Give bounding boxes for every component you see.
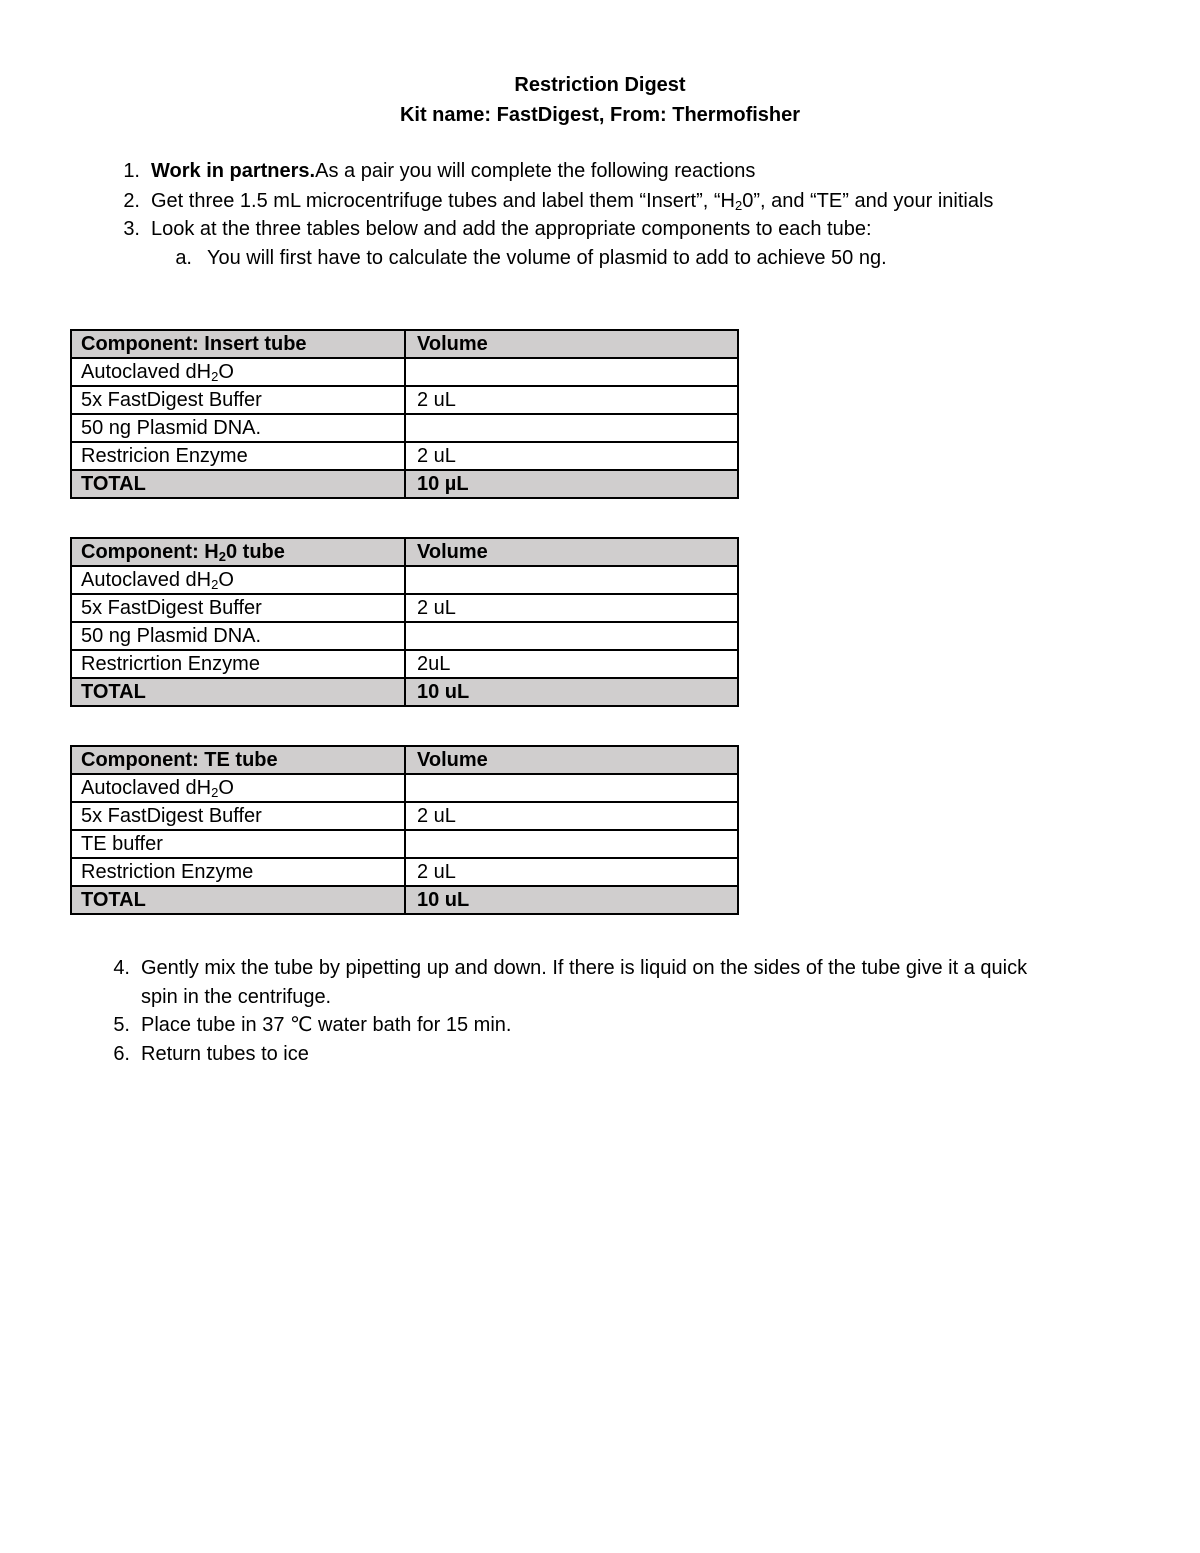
volume-cell	[405, 566, 738, 594]
step-text: Look at the three tables below and add the appropriate components to each tube:	[151, 218, 872, 240]
table-row	[71, 774, 738, 802]
table-row	[71, 650, 738, 678]
step-text: Return tubes to ice	[141, 1043, 309, 1065]
volume-cell: 2uL	[405, 650, 738, 678]
volume-cell: 2 uL	[405, 858, 738, 886]
step-text: Work in partners.As a pair you will complete the following reactions	[151, 160, 756, 182]
table-total-row	[71, 678, 738, 706]
volume-cell	[405, 622, 738, 650]
component-header: Component: TE tube	[71, 746, 405, 774]
te-tube-table	[70, 745, 739, 915]
component-cell: Autoclaved $dH_2O$	[71, 358, 405, 386]
step-number: 2.	[123, 190, 140, 212]
volume-header: Volume	[405, 330, 738, 358]
component-cell: 50 ng Plasmid DNA.	[71, 414, 405, 442]
step-number: 6.	[113, 1043, 130, 1065]
table-total-row	[71, 886, 738, 914]
component-cell: TE buffer	[71, 830, 405, 858]
table-row	[71, 442, 738, 470]
table-header-row	[71, 746, 738, 774]
volume-cell	[405, 830, 738, 858]
table-header-row	[71, 330, 738, 358]
volume-cell: 2 uL	[405, 802, 738, 830]
volume-header: Volume	[405, 538, 738, 566]
total-volume: 10 uL	[405, 678, 738, 706]
step-letter: a.	[175, 247, 192, 269]
step-text: spin in the centrifuge.	[141, 986, 332, 1008]
component-cell: 5x FastDigest Buffer	[71, 386, 405, 414]
volume-cell	[405, 358, 738, 386]
document-subtitle: Kit name: FastDigest, From: Thermofisher	[399, 104, 801, 126]
step-number: 5.	[113, 1014, 130, 1036]
volume-cell: 2 uL	[405, 594, 738, 622]
component-cell: 5x FastDigest Buffer	[71, 594, 405, 622]
component-cell: Autoclaved $dH_2O$	[71, 774, 405, 802]
h2o-tube-table	[70, 537, 739, 707]
table-row	[71, 358, 738, 386]
table-row	[71, 858, 738, 886]
table-row	[71, 802, 738, 830]
total-volume: 10 uL	[405, 886, 738, 914]
step-bold: Work in partners.	[151, 160, 316, 182]
component-cell: Restricion Enzyme	[71, 442, 405, 470]
table-row	[71, 414, 738, 442]
component-cell: 50 ng Plasmid DNA.	[71, 622, 405, 650]
step-number: 3.	[123, 218, 140, 240]
volume-header: Volume	[405, 746, 738, 774]
insert-tube-table	[70, 329, 739, 499]
total-label: TOTAL	[71, 678, 405, 706]
table-header-row	[71, 538, 738, 566]
step-text: Place tube in 37 ℃ water bath for 15 min.	[141, 1014, 512, 1036]
table-row	[71, 594, 738, 622]
step-text: Gently mix the tube by pipetting up and down. If there is liquid on the sides of the tube give it a quick	[141, 957, 1028, 979]
table-total-row	[71, 470, 738, 498]
component-cell: Autoclaved $dH_2O$	[71, 566, 405, 594]
volume-cell: 2 uL	[405, 386, 738, 414]
volume-cell: 2 uL	[405, 442, 738, 470]
step-text: Get three 1.5 mL microcentrifuge tubes and label them “Insert”, “$H_20$”, and “TE” and your initials	[151, 190, 994, 213]
component-cell: 5x FastDigest Buffer	[71, 802, 405, 830]
table-row	[71, 386, 738, 414]
total-label: TOTAL	[71, 886, 405, 914]
component-header: Component: $H_20$ tube	[71, 538, 405, 566]
table-row	[71, 566, 738, 594]
component-header: Component: Insert tube	[71, 330, 405, 358]
step-text: You will first have to calculate the volume of plasmid to add to achieve 50 ng.	[207, 247, 887, 269]
total-label: TOTAL	[71, 470, 405, 498]
total-volume: 10 µL	[405, 470, 738, 498]
volume-cell	[405, 774, 738, 802]
step-number: 1.	[123, 160, 140, 182]
component-cell: Restricrtion Enzyme	[71, 650, 405, 678]
component-cell: Restriction Enzyme	[71, 858, 405, 886]
volume-cell	[405, 414, 738, 442]
table-row	[71, 830, 738, 858]
table-row	[71, 622, 738, 650]
step-number: 4.	[113, 957, 130, 979]
document-title: Restriction Digest	[514, 74, 686, 96]
